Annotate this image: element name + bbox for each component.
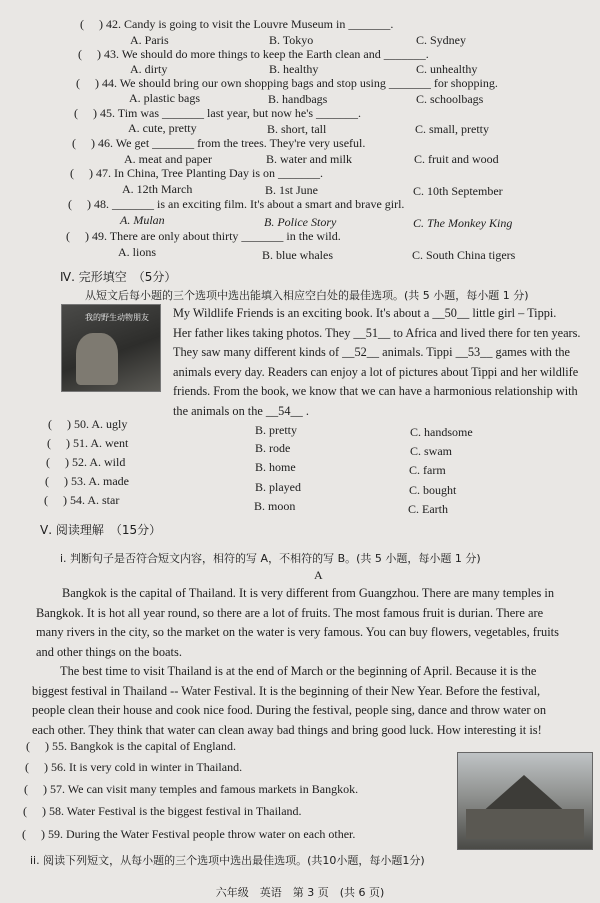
option-c: C. unhealthy	[416, 62, 478, 76]
option-b: B. moon	[254, 499, 296, 513]
question-text: Candy is going to visit the Louvre Museum in _______.	[124, 17, 394, 31]
cloze-line: Her father likes taking photos. They __51__ to Africa and lived there for ten years.	[173, 325, 581, 340]
option-a: A. star	[87, 493, 120, 507]
question-43: ( ) 43. We should do more things to keep the Earth clean and _______.	[78, 47, 429, 61]
question-47: ( ) 47. In China, Tree Planting Day is on _______.	[70, 166, 323, 180]
cloze-question-50: ( ) 50. A. ugly	[48, 417, 128, 431]
question-text: _______ is an exciting film. It's about a smart and brave girl.	[112, 197, 405, 211]
option-b: B. 1st June	[265, 183, 319, 197]
passage-paragraph-2	[32, 662, 546, 740]
question-text: We should do more things to keep the Earth clean and _______.	[121, 47, 429, 61]
temple-base	[466, 809, 584, 839]
reading-part2-instruction: ii. 阅读下列短文，从每小题的三个选项中选出最佳选项。(共10小题，每小题1分)	[30, 854, 425, 867]
option-c: C. Sydney	[416, 33, 467, 47]
passage-line: biggest festival in Thailand -- Water Festival. It is the beginning of their New Year. Before the festival,	[32, 683, 541, 698]
question-number: 59	[48, 827, 60, 841]
question-number: 49	[92, 229, 104, 243]
option-a: A. cute, pretty	[128, 121, 197, 135]
option-a: A. lions	[118, 245, 157, 259]
option-b: B. played	[255, 480, 301, 494]
question-number: 42	[106, 17, 118, 31]
reading-part1-instruction: i. 判断句子是否符合短文内容，相符的写 A，不相符的写 B。(共 5 小题，每小题 1 分)	[60, 552, 481, 565]
question-46: ( ) 46. We get _______ from the trees. They're very useful.	[72, 136, 366, 150]
option-c: C. The Monkey King	[413, 216, 513, 230]
question-text: We should bring our own shopping bags and stop using _______ for shopping.	[119, 76, 498, 90]
tf-item-59: ( ) 59. During the Water Festival people throw water on each other.	[22, 827, 356, 841]
statement: Bangkok is the capital of England.	[70, 739, 236, 753]
statement: Water Festival is the biggest festival in Thailand.	[66, 804, 302, 818]
question-48: ( ) 48. _______ is an exciting film. It's about a smart and brave girl.	[68, 197, 405, 211]
question-number: 43	[104, 47, 116, 61]
question-number: 47	[96, 166, 108, 180]
statement: During the Water Festival people throw water on each other.	[66, 827, 356, 841]
question-number: 54	[70, 493, 82, 507]
cloze-question-51: ( ) 51. A. went	[47, 436, 129, 450]
question-number: 56	[51, 760, 63, 774]
cloze-line: friends. From the book, we know that we can have a harmonious relationship with	[173, 384, 578, 398]
option-b: B. water and milk	[266, 152, 352, 166]
option-c: C. Earth	[408, 502, 448, 516]
option-a: A. plastic bags	[129, 91, 200, 105]
option-a: A. Mulan	[120, 213, 165, 227]
option-b: B. pretty	[255, 423, 297, 437]
question-text: In China, Tree Planting Day is on _______.	[114, 166, 323, 180]
cloze-line: My Wildlife Friends is an exciting book. It's about a __50__ little girl – Tippi.	[173, 306, 557, 320]
question-number: 57	[50, 782, 62, 796]
question-number: 53	[71, 474, 83, 488]
option-b: B. Tokyo	[269, 33, 314, 47]
option-c: C. 10th September	[413, 184, 503, 198]
page-footer: 六年级 英语 第 3 页 (共 6 页)	[215, 886, 385, 899]
option-a: A. dirty	[130, 62, 168, 76]
option-c: C. fruit and wood	[414, 152, 499, 166]
question-number: 48	[94, 197, 106, 211]
question-number: 45	[100, 106, 112, 120]
cloze-question-54: ( ) 54. A. star	[44, 493, 120, 507]
option-c: C. South China tigers	[412, 248, 516, 262]
cloze-instruction: 从短文后每小题的三个选项中选出能填入相应空白处的最佳选项。(共 5 小题，每小题 1 分)	[85, 289, 529, 302]
question-number: 44	[102, 76, 114, 90]
passage-line: Bangkok is the capital of Thailand. It is very different from Guangzhou. There are many temples in	[62, 586, 555, 600]
passage-line: people clean their house and cook nice food. During the festival, people sing, dance and throw water on	[32, 703, 547, 717]
cloze-question-53: ( ) 53. A. made	[45, 474, 129, 488]
cloze-line: the animals on the __54__ .	[173, 403, 309, 418]
passage-line: each other. They think that water can clean away bad things and bring good luck. How interesting it is!	[32, 722, 542, 737]
option-c: C. handsome	[410, 425, 473, 439]
option-b: B. blue whales	[262, 248, 333, 262]
question-number: 58	[49, 804, 61, 818]
option-c: C. farm	[409, 463, 446, 477]
question-number: 50	[74, 417, 86, 431]
question-number: 55	[52, 739, 64, 753]
question-49: ( ) 49. There are only about thirty _______ in the wild.	[66, 229, 341, 243]
passage-line: The best time to visit Thailand is at the end of March or the beginning of April. Because it is the	[60, 664, 537, 678]
passage-line: and other things on the boats.	[36, 644, 182, 659]
option-b: B. healthy	[269, 62, 319, 76]
statement: We can visit many temples and famous markets in Bangkok.	[67, 782, 359, 796]
cloze-heading: Ⅳ. 完形填空 （5分）	[60, 270, 177, 284]
question-number: 52	[72, 455, 84, 469]
book-cover-image	[61, 304, 161, 392]
option-b: B. Police Story	[264, 215, 337, 229]
temple-photo	[457, 752, 593, 850]
cloze-passage	[173, 304, 581, 421]
option-a: A. made	[88, 474, 129, 488]
passage-paragraph-1	[36, 584, 559, 662]
option-c: C. schoolbags	[416, 92, 484, 106]
tf-item-55: ( ) 55. Bangkok is the capital of England.	[26, 739, 236, 753]
question-text: We get _______ from the trees. They're very useful.	[115, 136, 366, 150]
statement: It is very cold in winter in Thailand.	[69, 760, 243, 774]
passage-line: Bangkok. It is hot all year round, so there are a lot of fruits. The most famous fruit is durian. There are	[36, 605, 544, 620]
option-b: B. short, tall	[267, 122, 327, 136]
option-c: C. bought	[409, 483, 457, 497]
option-a: A. wild	[89, 455, 126, 469]
question-44: ( ) 44. We should bring our own shopping bags and stop using _______ for shopping.	[76, 76, 498, 90]
question-45: ( ) 45. Tim was _______ last year, but now he's _______.	[74, 106, 362, 120]
option-b: B. rode	[255, 441, 291, 455]
temple-roof	[476, 775, 572, 809]
question-42: ( ) 42. Candy is going to visit the Louvre Museum in _______.	[80, 17, 394, 31]
reading-heading: Ⅴ. 阅读理解 （15分）	[40, 523, 162, 537]
tf-item-56: ( ) 56. It is very cold in winter in Thailand.	[25, 760, 243, 774]
option-a: A. Paris	[130, 33, 169, 47]
question-number: 51	[73, 436, 85, 450]
option-a: A. 12th March	[122, 182, 193, 196]
cloze-line: animals every day. Readers can enjoy a lot of pictures about Tippi and her wildlife	[173, 364, 579, 379]
option-a: A. ugly	[91, 417, 128, 431]
tf-item-58: ( ) 58. Water Festival is the biggest festival in Thailand.	[23, 804, 302, 818]
option-b: B. home	[255, 460, 296, 474]
cloze-question-52: ( ) 52. A. wild	[46, 455, 126, 469]
passage-line: many rivers in the city, so the market on the water is very famous. You can buy flowers, vegetables, fruits	[36, 625, 559, 639]
option-c: C. swam	[410, 444, 452, 458]
question-text: There are only about thirty _______ in the wild.	[109, 229, 341, 243]
question-number: 46	[98, 136, 110, 150]
option-a: A. went	[90, 436, 129, 450]
option-c: C. small, pretty	[415, 122, 489, 136]
tf-item-57: ( ) 57. We can visit many temples and famous markets in Bangkok.	[24, 782, 359, 796]
question-text: Tim was _______ last year, but now he's _______.	[117, 106, 362, 120]
cloze-line: They saw many different kinds of __52__ animals. Tippi __53__ games with the	[173, 345, 570, 359]
passage-label: A	[314, 568, 323, 582]
girl-figure	[76, 333, 118, 385]
image-caption: 我的野生动物朋友	[85, 313, 149, 322]
option-a: A. meat and paper	[124, 152, 212, 166]
option-b: B. handbags	[268, 92, 328, 106]
